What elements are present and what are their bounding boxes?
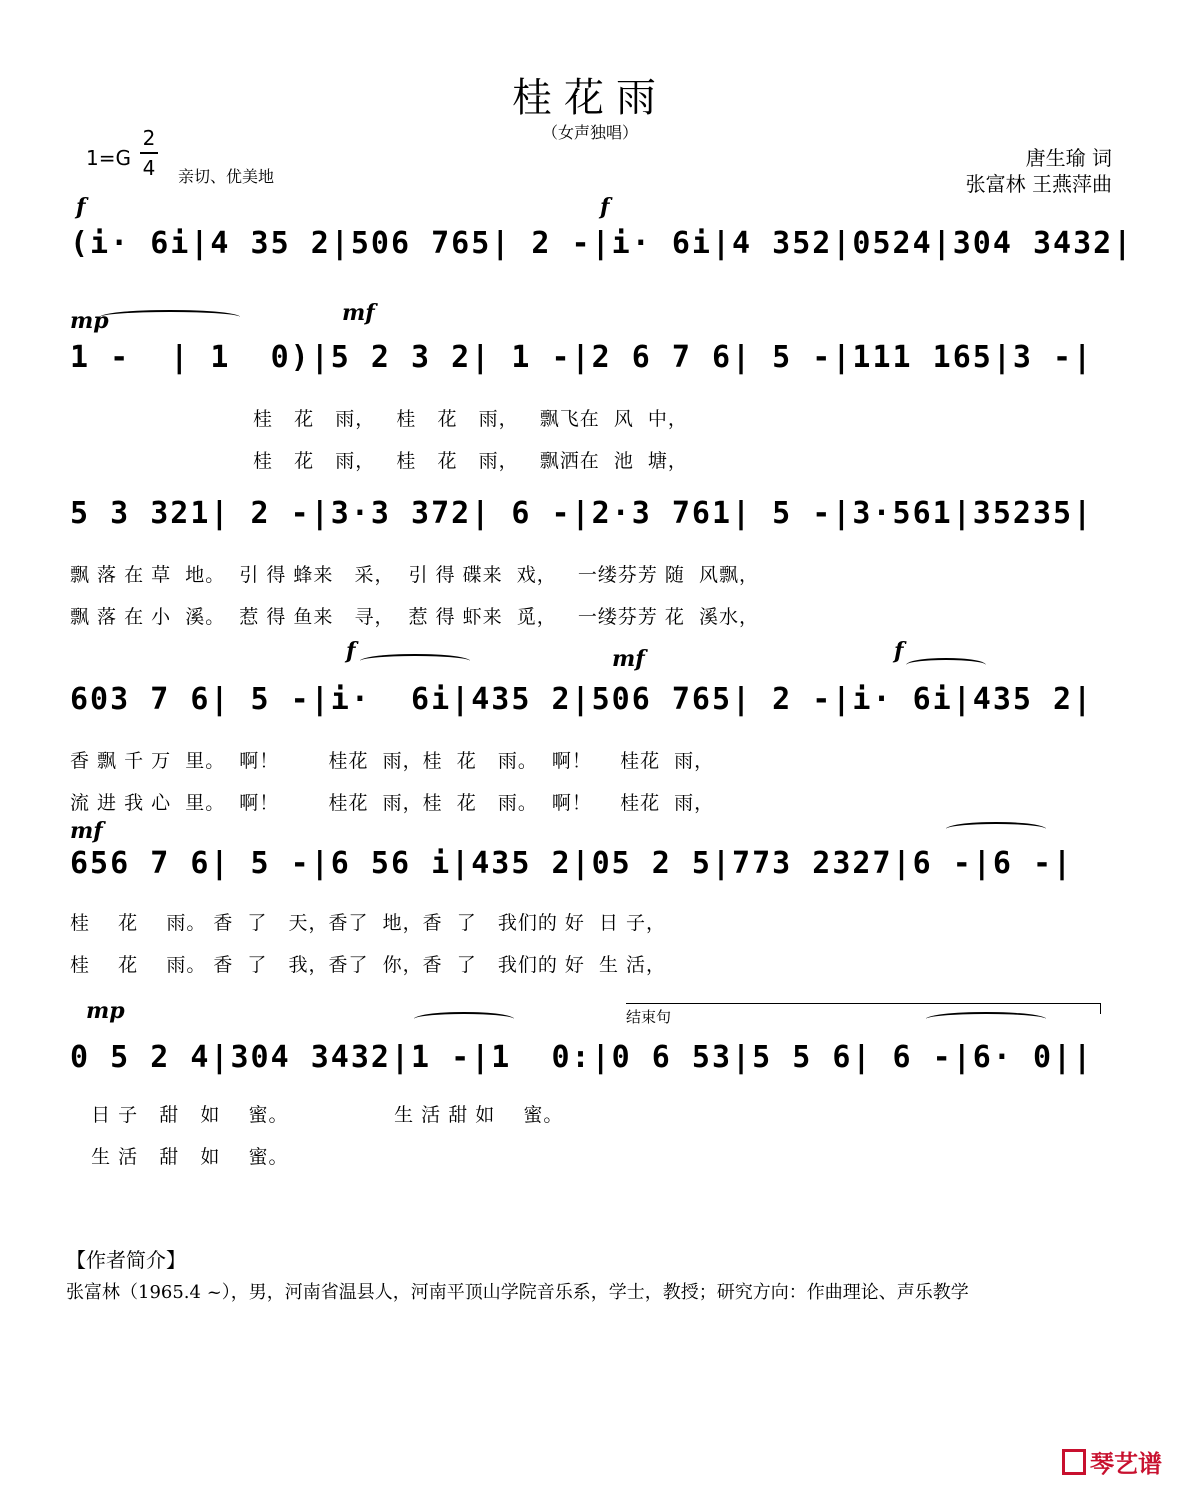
logo-icon	[1062, 1449, 1086, 1475]
dynamic-mark: f	[894, 638, 904, 664]
slur	[360, 654, 470, 668]
watermark-text: 琴艺谱	[1090, 1450, 1162, 1478]
score-row-1	[70, 194, 1134, 276]
dynamic-mark: mf	[612, 646, 645, 672]
slur	[906, 658, 986, 672]
score-row-2	[70, 300, 1126, 390]
notation-line: 603 7 6| 5 -|i· 6i|435 2|506 765| 2 -|i· 6i|435 2|	[70, 682, 1094, 717]
ending-bracket	[626, 1003, 1101, 1014]
time-signature	[140, 126, 158, 180]
tempo-marking: 亲切、优美地	[178, 167, 275, 186]
slur	[926, 1012, 1046, 1026]
slur	[100, 310, 240, 324]
slur	[414, 1012, 514, 1026]
bio-heading: 【作者简介】	[66, 1248, 186, 1272]
score-row-4	[70, 638, 1126, 732]
notation-line: 1 - | 1 0)|5 2 3 2| 1 -|2 6 7 6| 5 -|111 165|3 -|	[70, 340, 1094, 375]
time-signature-top: 2	[142, 126, 156, 150]
lyric-line: 香 飘 千 万 里。 啊！ 桂花 雨，桂 花 雨。 啊！ 桂花 雨，	[70, 750, 715, 772]
dynamic-mark: f	[76, 194, 86, 220]
lyric-line: 流 进 我 心 里。 啊！ 桂花 雨，桂 花 雨。 啊！ 桂花 雨，	[70, 792, 715, 814]
page-subtitle: （女声独唱）	[541, 123, 638, 142]
score-row-5	[70, 818, 1126, 896]
composer-credit: 张富林 王燕萍曲	[965, 172, 1112, 196]
dynamic-mark: mf	[70, 818, 103, 844]
dynamic-mark: mp	[70, 308, 109, 334]
slur	[946, 822, 1046, 836]
lyric-line: 飘 落 在 小 溪。 惹 得 鱼来 寻， 惹 得 虾来 觅， 一缕芬芳 花 溪水，	[70, 606, 759, 628]
time-signature-bottom: 4	[142, 156, 156, 180]
dynamic-mark: mf	[342, 300, 375, 326]
lyric-line: 桂 花 雨。 香 了 我，香了 你，香 了 我们的 好 生 活，	[70, 954, 666, 976]
dynamic-mark: mp	[86, 998, 125, 1024]
lyricist-credit: 唐生瑜 词	[1025, 146, 1112, 170]
lyric-line: 桂 花 雨， 桂 花 雨， 飘洒在 池 塘，	[70, 450, 688, 472]
notation-line: 0 5 2 4|304 3432|1 -|1 0:|0 6 53|5 5 6| 6 -|6· 0||	[70, 1040, 1094, 1075]
ending-label: 结束句	[626, 1008, 672, 1026]
notation-line: 656 7 6| 5 -|6 56 i|435 2|05 2 5|773 2327|6 -|6 -|	[70, 846, 1074, 881]
score-row-3	[70, 496, 1126, 546]
bio-text: 张富林（1965.4 ~），男，河南省温县人，河南平顶山学院音乐系，学士，教授；研究方向：作曲理论、声乐教学	[66, 1282, 969, 1303]
lyric-line: 生 活 甜 如 蜜。	[70, 1146, 289, 1168]
notation-line: (i· 6i|4 35 2|506 765| 2 -|i· 6i|4 352|0524|304 3432|	[70, 226, 1134, 261]
lyric-line: 日 子 甜 如 蜜。 生 活 甜 如 蜜。	[70, 1104, 564, 1126]
watermark-logo	[1062, 1444, 1162, 1479]
dynamic-mark: f	[346, 638, 356, 664]
notation-line: 5 3 321| 2 -|3·3 372| 6 -|2·3 761| 5 -|3·561|35235|	[70, 496, 1094, 531]
lyric-line: 桂 花 雨， 桂 花 雨， 飘飞在 风 中，	[70, 408, 688, 430]
dynamic-mark: f	[600, 194, 610, 220]
lyric-line: 飘 落 在 草 地。 引 得 蜂来 采， 引 得 碟来 戏， 一缕芬芳 随 风飘，	[70, 564, 759, 586]
lyric-line: 桂 花 雨。 香 了 天，香了 地，香 了 我们的 好 日 子，	[70, 912, 666, 934]
page-title: 桂花雨	[512, 75, 668, 121]
key-signature: 1=G	[86, 146, 131, 170]
